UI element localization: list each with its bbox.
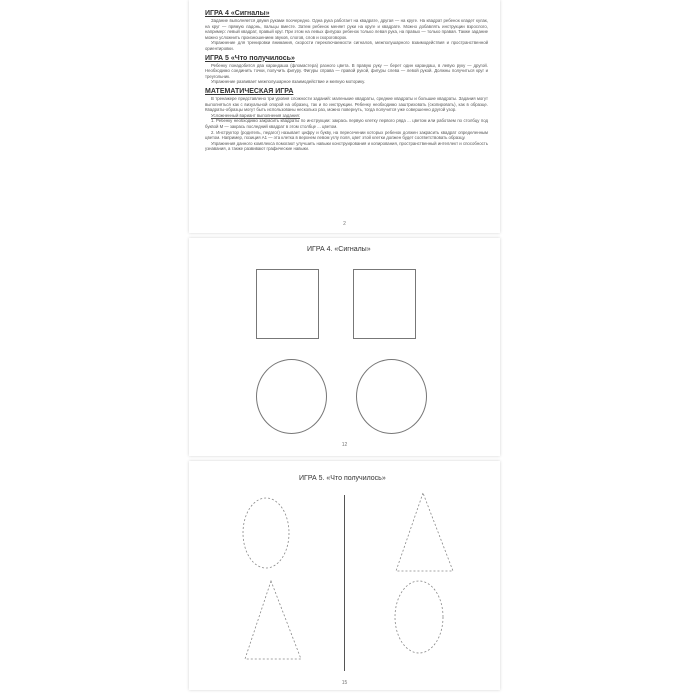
math-paragraph-1: В тренажере представлено три уровня сложности заданий: маленькие квадраты, средние квадраты и большие квадраты. Задания могут выполняться как с визуальной опорой на образец, так и по инструкции. Ребенку необходимо заштриховать (скопировать), как в образце. Квадраты-образцы могут быть использованы несколько раз, можно повернуть, тогда получится уже совершенно другой узор. <box>205 95 488 113</box>
math-paragraph-4: Упражнения данного комплекса помогают улучшить навыки конструирования и копирования, пространственный интеллект и способность узнавания, а также развивают графические навыки. <box>205 140 488 152</box>
game5-paragraph-1: Ребенку понадобится два карандаша (фломастера) разного цвета. В правую руку — берет один карандаш, в левую руку — другой. Необходимо соединить точки, получить фигуру. Фигуры справа — правой рукой, фигуры слева — левой рукой. Должны получиться круг и треугольник. <box>205 62 488 79</box>
math-subheading: Усложненный вариант выполнения задания: <box>211 112 300 118</box>
dotted-triangle-bottom-left <box>243 579 305 661</box>
game4-worksheet-page <box>189 238 500 456</box>
game4-heading: ИГРА 4 «Сигналы» <box>205 10 270 17</box>
dotted-triangle-top-right <box>393 491 457 573</box>
page-number: 12 <box>341 442 348 448</box>
game5-worksheet-page <box>189 461 500 690</box>
instructions-page <box>189 0 500 233</box>
right-square <box>353 269 416 339</box>
dotted-oval-top-left <box>241 496 291 571</box>
page-number: 15 <box>341 680 348 686</box>
page-title: ИГРА 5. «Что получилось» <box>299 475 386 482</box>
page-title: ИГРА 4. «Сигналы» <box>307 246 371 253</box>
game4-paragraph-2: Упражнение для тренировки внимания, скорости переключаемости сигналов, межполушарного взаимодействия и пространственной ориентировки. <box>205 40 488 51</box>
left-circle <box>256 359 327 434</box>
math-paragraph-2: 1. Ребенку необходимо закрасить квадраты по инструкции: закрась первую клетку первого ряда ... цветом или работаем по столбцу под буквой М — закрась последний квадрат в этом столбце ... цветом. <box>205 118 488 129</box>
right-circle <box>356 359 427 434</box>
game5-paragraph-2: Упражнение развивает межполушарное взаимодействие и мелкую моторику. <box>211 79 365 85</box>
dotted-oval-bottom-right <box>393 579 445 657</box>
math-paragraph-3: 2. Инструктор (родитель, педагог) называет цифру и букву, на пересечении которых ребенок должен закрасить квадрат определенным цветом. Например, позиция А1 — эта клетка в верхнем левом углу поля, цвет этой клетки должен будет соответствовать образцу. <box>205 129 488 141</box>
math-game-heading: МАТЕМАТИЧЕСКАЯ ИГРА <box>205 87 294 95</box>
left-square <box>256 269 319 339</box>
game4-paragraph-1: Задание выполняется двумя руками поочередно. Одна рука работает на квадрате, другая — на круге. На квадрат ребенок кладет кулак, на круг — прямую ладонь, пальцы вместе. Затем ребенок меняет руки на круге и квадрате. Можно добавлять инструкции взрослого, например: левый квадрат, правый круг. При этом на левых фигурах ребенок только левая рука, на правых — только правая. Также задание можно усложнить произношением звуков, слогов, слов и скороговорок. <box>205 18 488 40</box>
center-divider-line <box>344 495 345 671</box>
page-number: 2 <box>343 221 346 227</box>
game5-heading: ИГРА 5 «Что получилось» <box>205 54 295 62</box>
